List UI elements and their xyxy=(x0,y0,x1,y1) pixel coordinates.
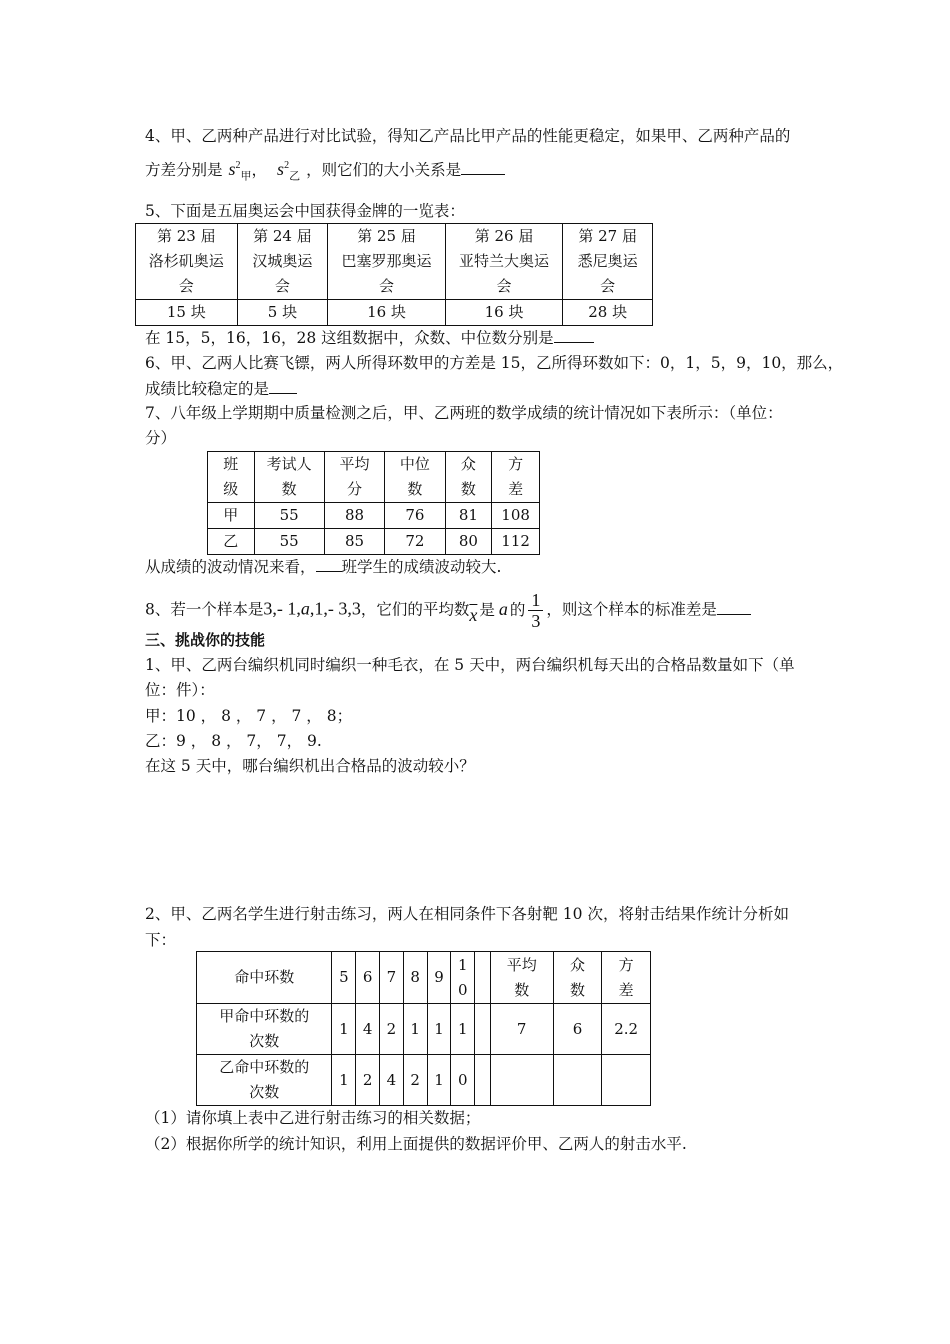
rings-header: 命中环数 xyxy=(197,952,332,1004)
stat-cell: 2.2 xyxy=(602,1004,651,1055)
class-stats-header-cell: 众 数 xyxy=(445,452,492,503)
shooting-table xyxy=(196,951,651,1106)
jia-row-label: 甲命中环数的 次数 xyxy=(197,1004,332,1055)
class-stats-table xyxy=(207,451,540,555)
stats-header-cell: 平均 数 xyxy=(490,952,553,1004)
gold-count: 16 块 xyxy=(445,300,563,326)
olympics-values-row xyxy=(136,300,653,326)
q4-sep: ， xyxy=(251,161,268,179)
olympics-header-cell: 第 26 届 亚特兰大奥运 会 xyxy=(445,224,563,300)
table-cell: 55 xyxy=(254,503,324,529)
sub-question-2: （2）根据你所学的统计知识，利用上面提供的数据评价甲、乙两人的射击水平. xyxy=(145,1135,687,1153)
table-cell: 112 xyxy=(492,529,540,555)
q7-line2: 分） xyxy=(145,429,177,447)
shooting-yi-row xyxy=(197,1055,651,1106)
gold-count: 15 块 xyxy=(136,300,238,326)
count-cell: 0 xyxy=(451,1055,475,1106)
stat-cell: 6 xyxy=(553,1004,602,1055)
count-cell: 1 xyxy=(332,1004,356,1055)
class-stats-header-cell: 考试人 数 xyxy=(254,452,324,503)
section-3-title: 三、挑战你的技能 xyxy=(145,631,266,649)
sub-question-1: （1）请你填上表中乙进行射击练习的相关数据； xyxy=(145,1109,481,1127)
gap-cell xyxy=(475,952,491,1004)
shooting-jia-row xyxy=(197,1004,651,1055)
gold-count: 5 块 xyxy=(237,300,328,326)
class-stats-row-jia xyxy=(208,503,540,529)
q7-line1: 7、八年级上学期期中质量检测之后，甲、乙两班的数学成绩的统计情况如下表所示：（单位： xyxy=(145,404,783,422)
q7-after: 从成绩的波动情况来看， 班学生的成绩波动较大. xyxy=(145,555,501,578)
table-cell: 88 xyxy=(324,503,384,529)
table-cell: 85 xyxy=(324,529,384,555)
q5-intro: 5、下面是五届奥运会中国获得金牌的一览表： xyxy=(145,202,465,220)
table-cell: 乙 xyxy=(208,529,255,555)
count-cell: 4 xyxy=(380,1055,404,1106)
empty-stat-cell[interactable] xyxy=(553,1055,602,1106)
stat-cell: 7 xyxy=(490,1004,553,1055)
count-cell: 1 xyxy=(451,1004,475,1055)
q6-line2: 成绩比较稳定的是 xyxy=(145,377,297,400)
p1-jia-data: 甲：10 ， 8 ， 7 ， 7 ， 8； xyxy=(145,707,353,725)
x-bar-symbol: $\overline{x}$ xyxy=(469,604,478,625)
count-cell: 1 xyxy=(403,1004,427,1055)
p2-line1: 2、甲、乙两名学生进行射击练习，两人在相同条件下各射靶 10 次，将射击结果作统计分析如 xyxy=(145,905,789,923)
q6-line1: 6、甲、乙两人比赛飞镖，两人所得环数甲的方差是 15，乙所得环数如下：0，1，5，9，10，那么， xyxy=(145,354,844,372)
s-yi-symbol: $s^2_乙$ xyxy=(277,159,301,183)
shooting-header-row xyxy=(197,952,651,1004)
gap-cell xyxy=(475,1055,491,1106)
q4-line2 xyxy=(145,155,505,188)
q4-suffix: ，则它们的大小关系是 xyxy=(306,161,462,179)
q6-answer-blank xyxy=(269,377,297,394)
p1-line1: 1、甲、乙两台编织机同时编织一种毛衣，在 5 天中，两台编织机每天出的合格品数量如下（单 xyxy=(145,656,795,674)
empty-stat-cell[interactable] xyxy=(490,1055,553,1106)
olympics-gold-table xyxy=(135,223,653,326)
p1-yi-data: 乙：9 ， 8 ， 7， 7， 9. xyxy=(145,732,322,750)
class-stats-header-cell: 班 级 xyxy=(208,452,255,503)
table-cell: 80 xyxy=(445,529,492,555)
one-third-fraction: $\frac{1}{3}$ xyxy=(528,590,543,631)
q4-answer-blank xyxy=(461,158,505,175)
gold-count: 16 块 xyxy=(328,300,446,326)
q5-answer-blank xyxy=(554,326,594,343)
count-cell: 2 xyxy=(356,1055,380,1106)
olympics-header-cell: 第 23 届 洛杉矶奥运 会 xyxy=(136,224,238,300)
count-cell: 2 xyxy=(403,1055,427,1106)
ring-cell: 8 xyxy=(403,952,427,1004)
class-stats-header-cell: 中位 数 xyxy=(385,452,445,503)
yi-row-label: 乙命中环数的 次数 xyxy=(197,1055,332,1106)
ring-cell: 5 xyxy=(332,952,356,1004)
stats-header-cell: 方 差 xyxy=(602,952,651,1004)
olympics-header-row xyxy=(136,224,653,300)
table-cell: 甲 xyxy=(208,503,255,529)
empty-stat-cell[interactable] xyxy=(602,1055,651,1106)
q8-answer-blank xyxy=(717,598,751,615)
olympics-header-cell: 第 24 届 汉城奥运 会 xyxy=(237,224,328,300)
q4-prefix: 方差分别是 xyxy=(145,161,223,179)
table-cell: 55 xyxy=(254,529,324,555)
sample-values: 3,- 1, xyxy=(263,598,301,619)
table-cell: 108 xyxy=(492,503,540,529)
class-stats-header-row xyxy=(208,452,540,503)
count-cell: 1 xyxy=(427,1004,451,1055)
q8-line: 8、若一个样本是3,- 1,a,1,- 3,3，它们的平均数$\overline{x}$ 是 a 的 $\frac{1}{3}$ ，则这个样本的标准差是 xyxy=(145,590,751,631)
count-cell: 1 xyxy=(332,1055,356,1106)
ring-cell: 9 xyxy=(427,952,451,1004)
p1-line2: 位：件）： xyxy=(145,681,215,699)
ring-cell: 7 xyxy=(380,952,404,1004)
table-cell: 72 xyxy=(385,529,445,555)
stats-header-cell: 众 数 xyxy=(553,952,602,1004)
count-cell: 2 xyxy=(380,1004,404,1055)
p2-line2: 下： xyxy=(145,931,177,949)
olympics-header-cell: 第 25 届 巴塞罗那奥运 会 xyxy=(328,224,446,300)
gap-cell xyxy=(475,1004,491,1055)
count-cell: 1 xyxy=(427,1055,451,1106)
class-stats-header-cell: 平均 分 xyxy=(324,452,384,503)
p1-question: 在这 5 天中，哪台编织机出合格品的波动较小？ xyxy=(145,757,475,775)
q5-question: 在 15，5，16，16，28 这组数据中，众数、中位数分别是 xyxy=(145,326,594,349)
s-jia-symbol: $s^2_甲$ xyxy=(228,159,252,183)
count-cell: 4 xyxy=(356,1004,380,1055)
class-stats-header-cell: 方 差 xyxy=(492,452,540,503)
q4-line1: 4、甲、乙两种产品进行对比试验，得知乙产品比甲产品的性能更稳定，如果甲、乙两种产品的 xyxy=(145,127,791,145)
gold-count: 28 块 xyxy=(563,300,653,326)
ring-cell: 6 xyxy=(356,952,380,1004)
table-cell: 76 xyxy=(385,503,445,529)
q7-answer-blank xyxy=(316,555,342,572)
ring-cell-10: 1 0 xyxy=(451,952,475,1004)
olympics-header-cell: 第 27 届 悉尼奥运 会 xyxy=(563,224,653,300)
class-stats-row-yi xyxy=(208,529,540,555)
table-cell: 81 xyxy=(445,503,492,529)
